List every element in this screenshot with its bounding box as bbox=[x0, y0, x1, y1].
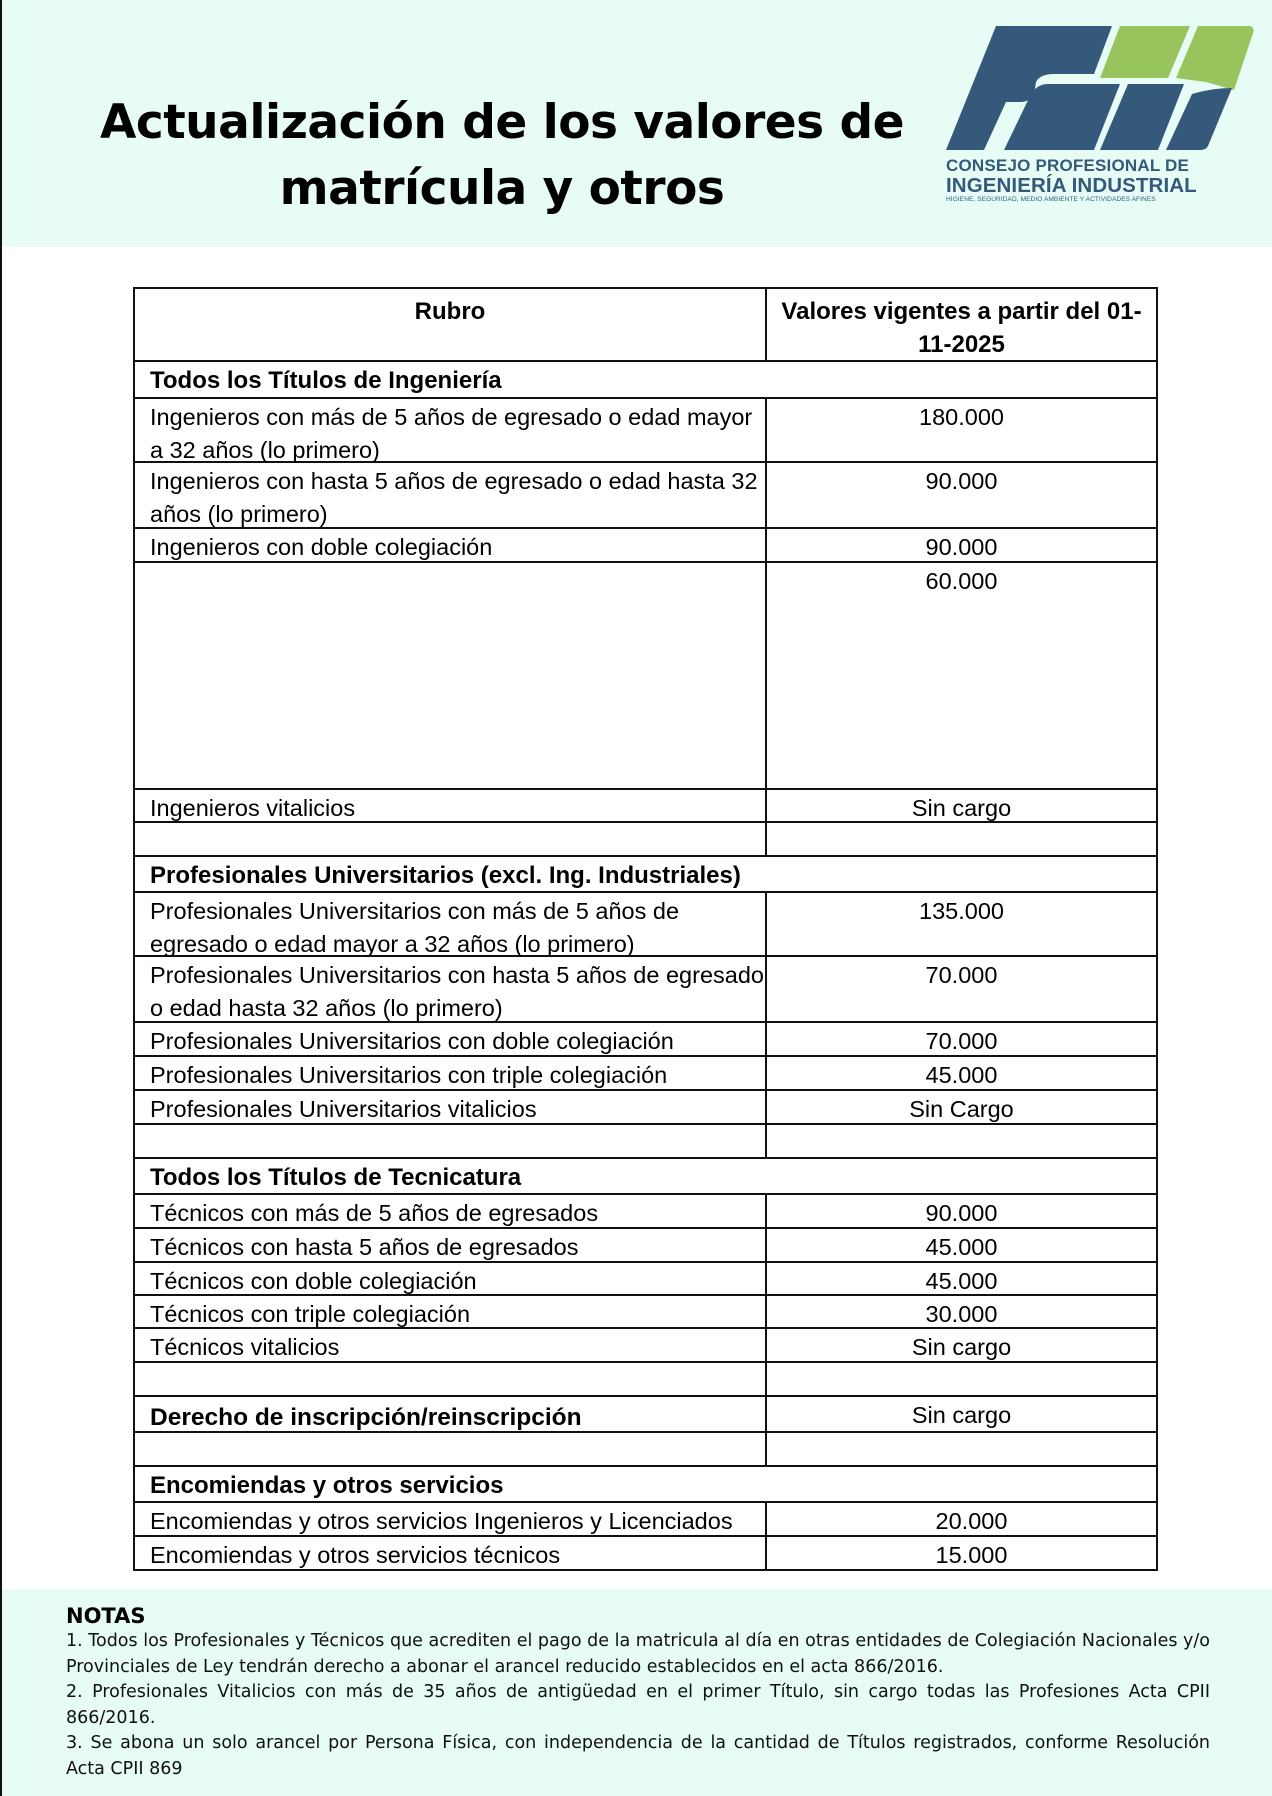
table-header-row bbox=[135, 289, 1156, 362]
row-label bbox=[135, 563, 767, 788]
row-value: 90.000 bbox=[925, 468, 998, 494]
row-value bbox=[767, 823, 1156, 855]
logo-line-1: CONSEJO PROFESIONAL DE bbox=[946, 156, 1190, 175]
row-value: 45.000 bbox=[925, 1268, 998, 1294]
fees-table bbox=[133, 287, 1158, 1571]
table-row bbox=[135, 1229, 1156, 1263]
section-row-encomiendas bbox=[135, 1467, 1156, 1503]
title-line-1: Actualización de los valores de bbox=[99, 95, 905, 150]
table-row bbox=[135, 1057, 1156, 1091]
row-value: 15.000 bbox=[935, 1542, 1008, 1568]
section-title: Profesionales Universitarios (excl. Ing. Industriales) bbox=[150, 862, 741, 889]
table-row-derecho-inscripcion bbox=[135, 1397, 1156, 1433]
page-edge bbox=[0, 0, 2, 1796]
row-label: Profesionales Universitarios vitalicios bbox=[135, 1091, 767, 1123]
section-row-ingenieria bbox=[135, 362, 1156, 399]
logo-line-3: HIGIENE, SEGURIDAD, MEDIO AMBIENTE Y ACTIVIDADES AFINES bbox=[946, 196, 1156, 203]
row-label: Encomiendas y otros servicios Ingenieros y Licenciados bbox=[135, 1503, 767, 1535]
row-value: 20.000 bbox=[935, 1508, 1008, 1534]
table-row bbox=[135, 1503, 1156, 1537]
row-value: 30.000 bbox=[925, 1301, 998, 1327]
row-label: Técnicos con doble colegiación bbox=[135, 1263, 767, 1294]
row-value: 70.000 bbox=[925, 1028, 998, 1054]
row-label bbox=[135, 1125, 767, 1157]
row-label: Técnicos vitalicios bbox=[135, 1329, 767, 1361]
table-row bbox=[135, 893, 1156, 957]
row-label bbox=[135, 1433, 767, 1465]
row-label: Profesionales Universitarios con doble colegiación bbox=[135, 1023, 767, 1055]
row-label: Ingenieros con hasta 5 años de egresado o edad hasta 32 años (lo primero) bbox=[135, 463, 767, 527]
page-title bbox=[62, 90, 942, 222]
row-label: Ingenieros con más de 5 años de egresado o edad mayor a 32 años (lo primero) bbox=[135, 399, 767, 461]
table-row-empty bbox=[135, 1363, 1156, 1397]
notes-title: NOTAS bbox=[66, 1604, 146, 1628]
section-title: Encomiendas y otros servicios bbox=[150, 1472, 504, 1499]
table-row bbox=[135, 563, 1156, 790]
row-value: Sin cargo bbox=[911, 1402, 1012, 1428]
logo-line-2: INGENIERÍA INDUSTRIAL bbox=[946, 174, 1197, 197]
row-label: Derecho de inscripción/reinscripción bbox=[135, 1397, 767, 1431]
cpii-logo bbox=[944, 22, 1254, 212]
row-label bbox=[135, 1363, 767, 1395]
column-header-rubro: Rubro bbox=[135, 289, 767, 360]
section-row-profesionales bbox=[135, 857, 1156, 893]
row-label bbox=[135, 823, 767, 855]
table-row bbox=[135, 1296, 1156, 1329]
row-label: Técnicos con triple colegiación bbox=[135, 1296, 767, 1327]
section-title: Todos los Títulos de Tecnicatura bbox=[150, 1164, 522, 1191]
row-value bbox=[767, 1363, 1156, 1395]
row-label: Ingenieros vitalicios bbox=[135, 790, 767, 821]
row-value bbox=[767, 1125, 1156, 1157]
page-header bbox=[2, 0, 1272, 247]
table-row bbox=[135, 1263, 1156, 1296]
row-value: 180.000 bbox=[919, 404, 1004, 430]
row-value: 135.000 bbox=[919, 898, 1004, 924]
row-value: Sin Cargo bbox=[909, 1096, 1014, 1122]
note-item-2: 2. Profesionales Vitalicios con más de 35 años de antigüedad en el primer Título, sin cargo todas las Profesiones Acta CPII 866/2016. bbox=[66, 1682, 1210, 1728]
table-row bbox=[135, 1023, 1156, 1057]
table-row bbox=[135, 529, 1156, 563]
row-label: Profesionales Universitarios con hasta 5 años de egresado o edad hasta 32 años (lo primero) bbox=[135, 957, 767, 1021]
table-row bbox=[135, 399, 1156, 463]
table-row bbox=[135, 957, 1156, 1023]
row-value: 90.000 bbox=[925, 1200, 998, 1226]
column-header-valores: Valores vigentes a partir del 01-11-2025 bbox=[781, 298, 1142, 358]
note-item-1: 1. Todos los Profesionales y Técnicos que acrediten el pago de la matricula al día en otras entidades de Colegiación Nacionales y/o Provinciales de Ley tendrán derecho a abonar el arancel reducido establecidos en el acta 866/2016. bbox=[66, 1631, 1210, 1677]
row-value: 60.000 bbox=[925, 568, 998, 594]
title-line-2: matrícula y otros bbox=[279, 161, 725, 216]
row-label: Técnicos con más de 5 años de egresados bbox=[135, 1195, 767, 1227]
cpii-logo-icon bbox=[944, 22, 1254, 154]
notes-panel bbox=[2, 1589, 1272, 1796]
table-row bbox=[135, 1195, 1156, 1229]
table-row-empty bbox=[135, 823, 1156, 857]
row-label: Técnicos con hasta 5 años de egresados bbox=[135, 1229, 767, 1261]
table-row bbox=[135, 1537, 1156, 1571]
table-row bbox=[135, 1091, 1156, 1125]
row-value: Sin cargo bbox=[911, 1334, 1012, 1360]
row-value: 90.000 bbox=[925, 534, 998, 560]
table-row-empty bbox=[135, 1125, 1156, 1159]
row-value: 70.000 bbox=[925, 962, 998, 988]
row-value: 45.000 bbox=[925, 1234, 998, 1260]
row-label: Encomiendas y otros servicios técnicos bbox=[135, 1537, 767, 1569]
note-item-3: 3. Se abona un solo arancel por Persona Física, con independencia de la cantidad de Títulos registrados, conforme Resolución Acta CPII 869 bbox=[66, 1733, 1210, 1779]
table-row-empty bbox=[135, 1433, 1156, 1467]
table-row bbox=[135, 1329, 1156, 1363]
row-value bbox=[767, 1433, 1156, 1465]
row-label: Profesionales Universitarios con más de 5 años de egresado o edad mayor a 32 años (lo primero) bbox=[135, 893, 767, 955]
row-value: 45.000 bbox=[925, 1062, 998, 1088]
section-title: Todos los Títulos de Ingeniería bbox=[150, 367, 502, 394]
table-row bbox=[135, 463, 1156, 529]
row-label: Ingenieros con doble colegiación bbox=[135, 529, 767, 561]
row-value: Sin cargo bbox=[911, 795, 1012, 821]
section-row-tecnicatura bbox=[135, 1159, 1156, 1195]
table-row bbox=[135, 790, 1156, 823]
row-label: Profesionales Universitarios con triple colegiación bbox=[135, 1057, 767, 1089]
